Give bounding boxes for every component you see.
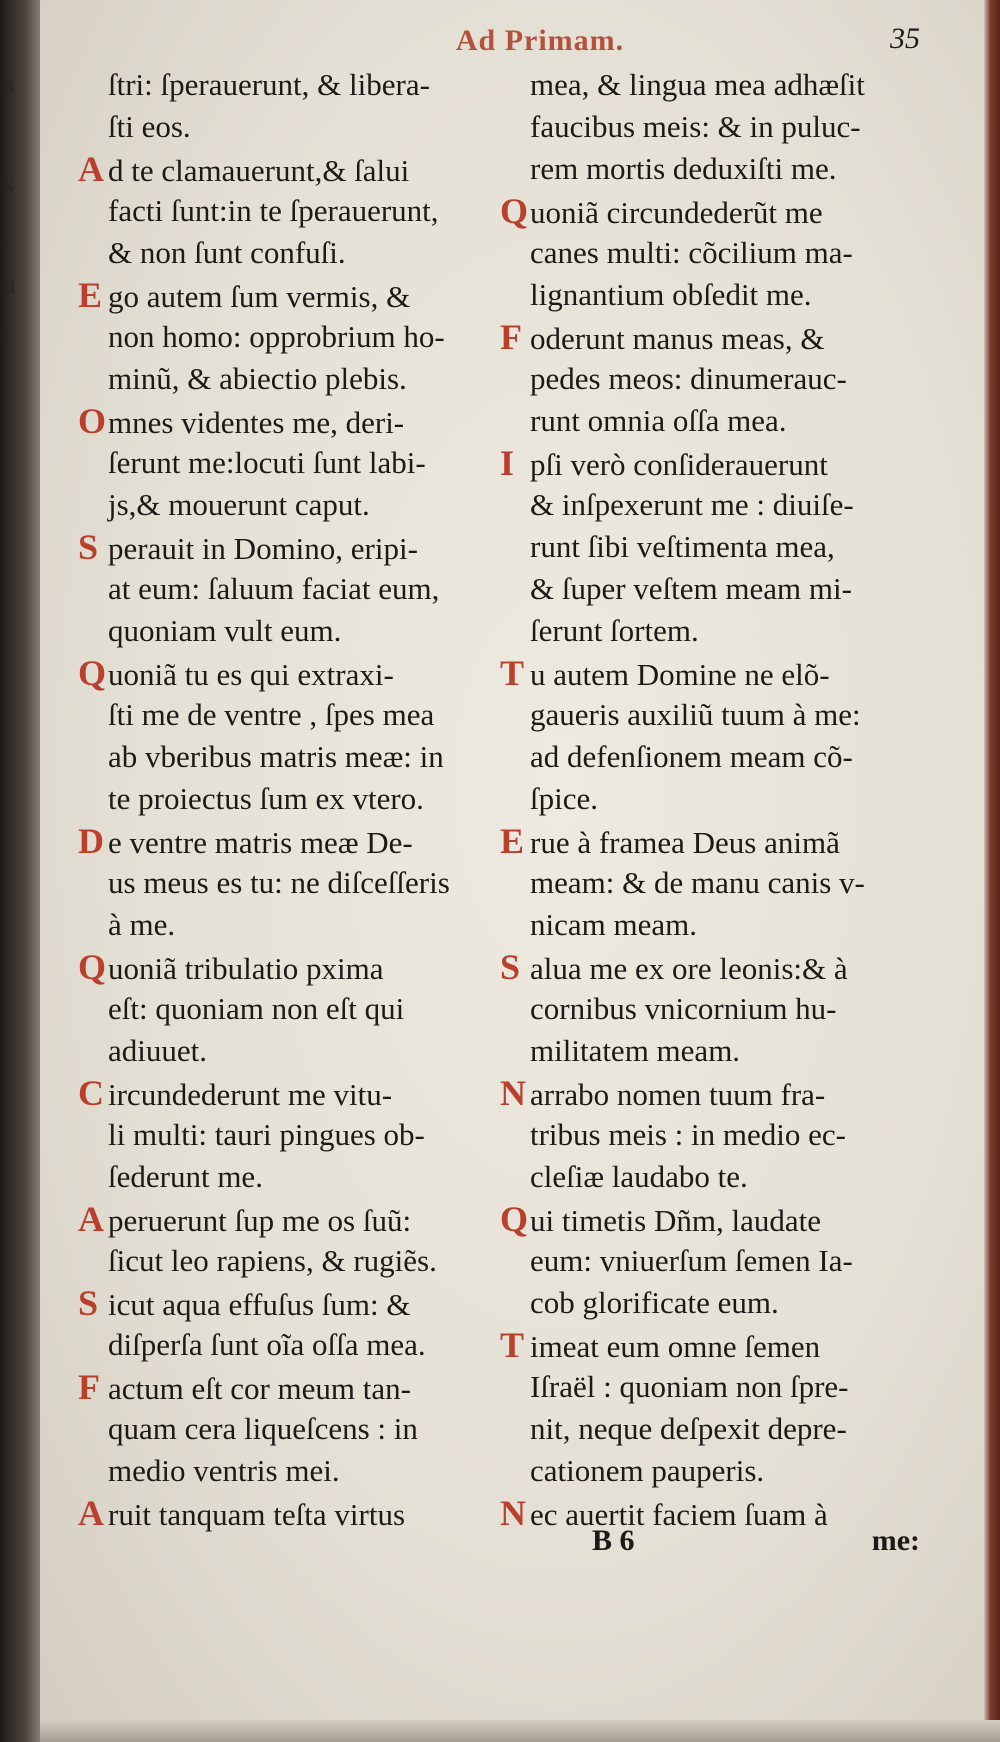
text-line [78,652,498,694]
text-line [500,358,920,400]
text-line [500,1198,920,1240]
line-text: at eum: ſaluum faciat eum, [108,571,440,606]
rubric-initial: A [78,1199,104,1239]
text-line [78,610,498,652]
text-line [500,1450,920,1492]
line-text: cleſiæ laudabo te. [530,1159,748,1194]
rubric-initial: I [500,443,515,483]
line-text: ſerunt ſortem. [530,613,699,648]
line-text: à me. [108,907,176,942]
margin-fragment: a [4,270,16,299]
line-text: & non ſunt confuſi. [108,235,346,270]
line-text: rem mortis deduxiſti me. [530,151,837,186]
line-text: & ſuper veſtem meam mi- [530,571,852,606]
text-line [78,862,498,904]
rubric-initial: S [500,947,521,987]
line-text: ab vberibus matris meæ: in [108,739,444,774]
text-line [500,442,920,484]
line-text: eſt: quoniam non eſt qui [108,991,405,1026]
line-text: perauit in Domino, eripi- [108,531,418,566]
running-head: Ad Primam. [455,24,625,57]
text-line [78,232,498,274]
text-line [500,1240,920,1282]
line-text: adiuuet. [108,1033,207,1068]
rubric-initial: Q [78,653,107,693]
text-line [78,190,498,232]
line-text: u autem Domine ne elõ- [530,657,830,692]
line-text: e ventre matris meæ De- [108,825,413,860]
line-text: minũ, & abiectio plebis. [108,361,407,396]
text-line [500,526,920,568]
rubric-initial: T [500,1325,525,1365]
text-line [500,904,920,946]
margin-fragment: i [4,320,12,349]
text-line [500,736,920,778]
rubric-initial: A [78,1493,104,1533]
text-line [78,400,498,442]
rubric-initial: E [78,275,103,315]
line-text: ſicut leo rapiens, & rugiẽs. [108,1243,437,1278]
line-text: cornibus vnicornium hu- [530,991,837,1026]
line-text: ec auertit faciem ſuam à [530,1497,828,1532]
line-text: ſederunt me. [108,1159,263,1194]
text-line [500,232,920,274]
text-line [78,1492,498,1534]
margin-fragment: - [4,120,13,149]
text-line [500,1072,920,1114]
line-text: rue à framea Deus animã [530,825,840,860]
margin-fragment: . [4,370,11,399]
text-line [78,64,498,106]
text-line [78,1282,498,1324]
text-line [78,1156,498,1198]
line-text: meam: & de manu canis v- [530,865,865,900]
rubric-initial: T [500,653,525,693]
line-text: li multi: tauri pingues ob- [108,1117,425,1152]
rubric-initial: D [78,821,104,861]
line-text: uoniã circundederũt me [530,195,823,230]
text-line [78,1324,498,1366]
text-line [500,778,920,820]
line-text: uoniã tribulatio pxima [108,951,384,986]
line-text: uoniã tu es qui extraxi- [108,657,394,692]
text-line [78,1072,498,1114]
rubric-initial: C [78,1073,104,1113]
text-line [500,652,920,694]
text-line [78,1450,498,1492]
text-line [78,484,498,526]
text-line [78,316,498,358]
text-line [78,1198,498,1240]
facing-page-edge [0,60,40,440]
line-text: te proiectus ſum ex vtero. [108,781,424,816]
text-line [500,568,920,610]
text-line [78,1366,498,1408]
line-text: facti ſunt:in te ſperauerunt, [108,193,439,228]
line-text: icut aqua effuſus ſum: & [108,1287,411,1322]
line-text: faucibus meis: & in puluc- [530,109,861,144]
text-line [500,1366,920,1408]
text-line [500,610,920,652]
line-text: js,& mouerunt caput. [108,487,370,522]
line-text: runt omnia oſſa mea. [530,403,787,438]
line-text: non homo: opprobrium ho- [108,319,445,354]
line-text: ruit tanquam teſta virtus [108,1497,406,1532]
rubric-initial: S [78,1283,99,1323]
margin-fragment: s [4,170,15,199]
rubric-initial: O [78,401,107,441]
text-line [78,820,498,862]
catchword: me: [871,1524,920,1557]
text-line [78,1114,498,1156]
line-text: medio ventris mei. [108,1453,340,1488]
rubric-initial: N [500,1073,526,1113]
text-line [500,820,920,862]
text-line [500,862,920,904]
line-text: ircundederunt me vitu- [108,1077,393,1112]
line-text: canes multi: cõcilium ma- [530,235,853,270]
text-line [500,946,920,988]
line-text: runt ſibi veſtimenta mea, [530,529,835,564]
margin-fragment: s [4,70,15,99]
text-line [500,64,920,106]
text-line [500,1324,920,1366]
rubric-initial: A [78,149,104,189]
line-text: cob glorificate eum. [530,1285,779,1320]
rubric-initial: F [500,317,522,357]
line-text: ſpice. [530,781,598,816]
page-number: 35 [890,22,920,55]
text-line [78,778,498,820]
rubric-initial: S [78,527,99,567]
line-text: oderunt manus meas, & [530,321,825,356]
text-line [500,988,920,1030]
line-text: ſerunt me:locuti ſunt labi- [108,445,426,480]
red-edge [984,0,1000,1742]
page-bottom-edge [40,1720,1000,1742]
signature-mark: B 6 [592,1524,635,1557]
footer-line [500,1524,920,1566]
text-line [78,988,498,1030]
left-text-column [78,64,498,1534]
rubric-initial: N [500,1493,526,1533]
text-line [500,148,920,190]
text-line [78,568,498,610]
line-text: ſti me de ventre , ſpes mea [108,697,435,732]
line-text: eum: vniuerſum ſemen Ia- [530,1243,853,1278]
text-line [78,904,498,946]
line-text: alua me ex ore leonis:& à [530,951,848,986]
text-line [78,526,498,568]
text-line [500,1282,920,1324]
text-line [78,736,498,778]
rubric-initial: E [500,821,525,861]
line-text: arrabo nomen tuum fra- [530,1077,826,1112]
text-line [500,106,920,148]
margin-fragment: . [4,220,11,249]
text-line [500,190,920,232]
text-line [500,694,920,736]
line-text: d te clamauerunt,& ſalui [108,153,410,188]
line-text: peruerunt ſup me os ſuũ: [108,1203,412,1238]
line-text: ſti eos. [108,109,191,144]
line-text: Iſraël : quoniam non ſpre- [530,1369,849,1404]
line-text: tribus meis : in medio ec- [530,1117,846,1152]
text-line [500,274,920,316]
text-line [78,106,498,148]
line-text: actum eſt cor meum tan- [108,1371,411,1406]
line-text: militatem meam. [530,1033,741,1068]
text-line [500,1114,920,1156]
line-text: quoniam vult eum. [108,613,342,648]
line-text: quam cera liqueſcens : in [108,1411,418,1446]
text-line [78,694,498,736]
text-line [500,484,920,526]
line-text: ui timetis Dñm, laudate [530,1203,822,1238]
right-text-column [500,64,920,1534]
text-line [500,316,920,358]
line-text: & inſpexerunt me : diuiſe- [530,487,854,522]
text-line [78,1240,498,1282]
line-text: ad defenſionem meam cõ- [530,739,853,774]
text-line [78,358,498,400]
line-text: diſperſa ſunt oĩa oſſa mea. [108,1327,426,1362]
line-text: mea, & lingua mea adhæſit [530,67,865,102]
rubric-initial: Q [78,947,107,987]
text-line [500,1156,920,1198]
line-text: gaueris auxiliũ tuum à me: [530,697,861,732]
text-line [500,400,920,442]
line-text: lignantium obſedit me. [530,277,812,312]
line-text: nicam meam. [530,907,697,942]
line-text: us meus es tu: ne diſceſſeris [108,865,450,900]
line-text: imeat eum omne ſemen [530,1329,821,1364]
text-line [500,1030,920,1072]
line-text: mnes videntes me, deri- [108,405,405,440]
text-line [78,274,498,316]
text-line [500,1408,920,1450]
rubric-initial: Q [500,1199,529,1239]
line-text: ſtri: ſperauerunt, & libera- [108,67,430,102]
line-text: pedes meos: dinumerauc- [530,361,847,396]
rubric-initial: F [78,1367,100,1407]
text-line [78,442,498,484]
text-line [78,946,498,988]
line-text: nit, neque deſpexit depre- [530,1411,847,1446]
text-line [78,1408,498,1450]
rubric-initial: Q [500,191,529,231]
line-text: cationem pauperis. [530,1453,765,1488]
text-line [78,148,498,190]
line-text: pſi verò conſiderauerunt [530,447,828,482]
line-text: go autem ſum vermis, & [108,279,411,314]
text-line [78,1030,498,1072]
